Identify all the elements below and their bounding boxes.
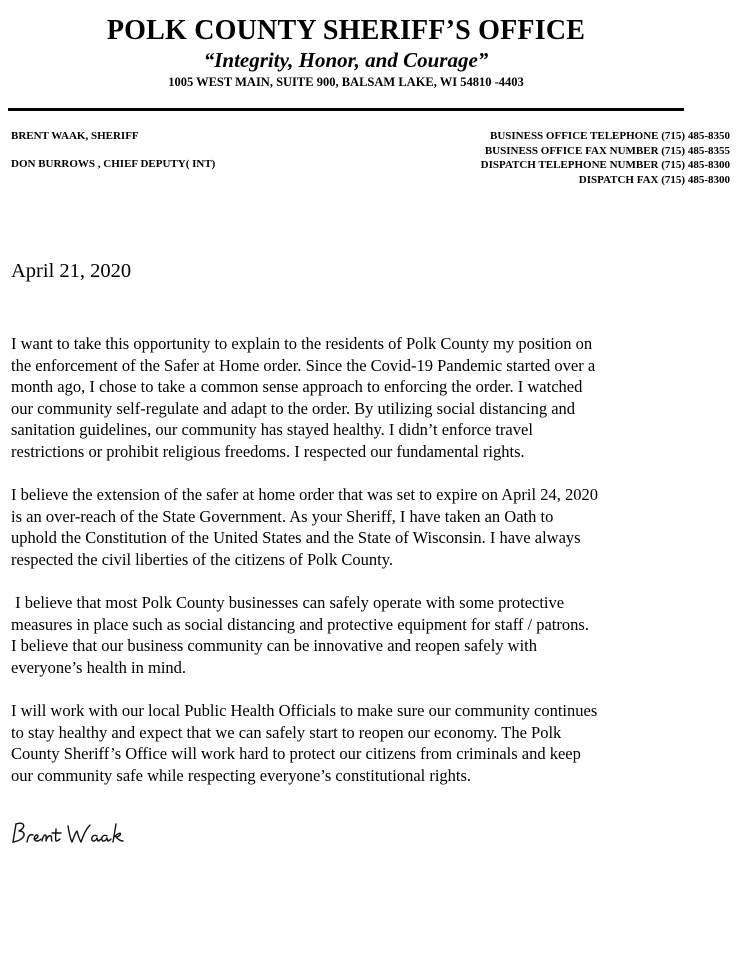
- text-line: our community safe while respecting everyone’s constitutional rights.: [11, 765, 472, 785]
- dispatch-fax: DISPATCH FAX (715) 485-8300: [578, 173, 730, 186]
- paragraph: [11, 700, 711, 786]
- text-line: everyone’s health in mind.: [11, 657, 187, 677]
- letterhead-address: 1005 WEST MAIN, SUITE 900, BALSAM LAKE, WI 54810 -4403: [168, 75, 524, 89]
- text-line: I believe that our business community can be innovative and reopen safely with: [11, 636, 538, 656]
- business-fax: BUSINESS OFFICE FAX NUMBER (715) 485-8355: [484, 144, 730, 157]
- text-line: I believe that most Polk County businesses can safely operate with some protective: [11, 593, 565, 613]
- paragraph: [11, 484, 711, 570]
- paragraph: [11, 592, 711, 678]
- officers-block: [11, 129, 215, 171]
- letterhead-title: POLK COUNTY SHERIFF’S OFFICE: [106, 15, 586, 46]
- sheriff-name: BRENT WAAK, SHERIFF: [11, 130, 139, 142]
- text-line: I believe the extension of the safer at home order that was set to expire on April 24, 2020: [11, 485, 598, 505]
- phone-block: [481, 129, 730, 187]
- letter-body: [11, 333, 711, 808]
- text-line: our community self-regulate and adapt to the order. By utilizing social distancing and: [11, 398, 576, 418]
- text-line: measures in place such as social distancing and protective equipment for staff / patrons.: [11, 614, 589, 634]
- business-phone: BUSINESS OFFICE TELEPHONE (715) 485-8350: [489, 130, 730, 142]
- text-line: I will work with our local Public Health Officials to make sure our community continues: [11, 701, 598, 721]
- text-line: respected the civil liberties of the citizens of Polk County.: [11, 549, 393, 569]
- chief-deputy-name: DON BURROWS , CHIEF DEPUTY( INT): [11, 158, 216, 170]
- text-line: is an over-reach of the State Government. As your Sheriff, I have taken an Oath to: [11, 506, 554, 526]
- text-line: County Sheriff’s Office will work hard to protect our citizens from criminals and keep: [11, 744, 581, 764]
- text-line: to stay healthy and expect that we can safely start to reopen our economy. The Polk: [11, 722, 562, 742]
- signature-image: [10, 818, 160, 852]
- text-line: uphold the Constitution of the United States and the State of Wisconsin. I have always: [11, 528, 581, 548]
- header-divider: [8, 108, 684, 111]
- paragraph: [11, 333, 711, 463]
- text-line: I want to take this opportunity to explain to the residents of Polk County my position on: [11, 334, 593, 353]
- letterhead-motto: “Integrity, Honor, and Courage”: [203, 48, 489, 72]
- dispatch-phone: DISPATCH TELEPHONE NUMBER (715) 485-8300: [480, 159, 730, 171]
- text-line: restrictions or prohibit religious freedoms. I respected our fundamental rights.: [11, 441, 525, 461]
- text-line: month ago, I chose to take a common sense approach to enforcing the order. I watched: [11, 377, 583, 397]
- text-line: the enforcement of the Safer at Home order. Since the Covid-19 Pandemic started over a: [11, 355, 596, 375]
- text-line: sanitation guidelines, our community has stayed healthy. I didn’t enforce travel: [11, 420, 533, 440]
- letter-date: April 21, 2020: [11, 260, 132, 282]
